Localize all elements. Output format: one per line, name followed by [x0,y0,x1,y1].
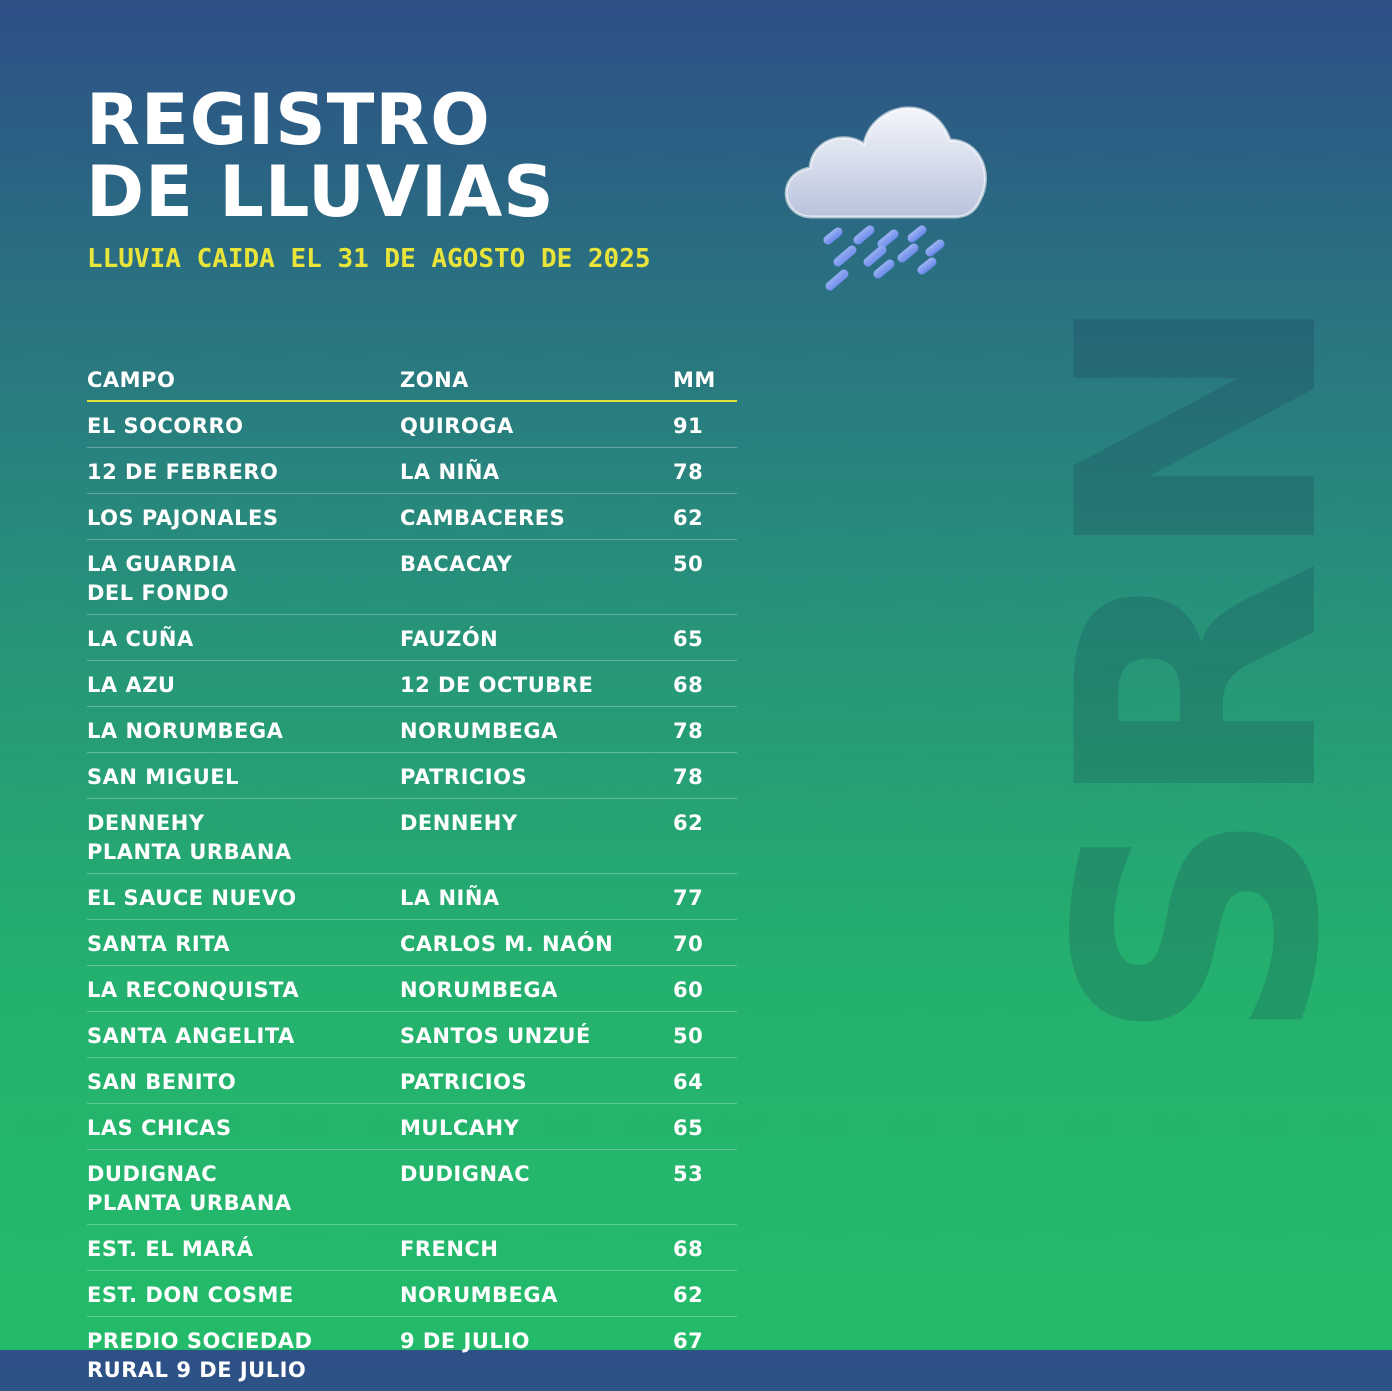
cell-mm: 53 [673,1162,704,1186]
cell-zona: DENNEHY [400,811,518,835]
cell-campo: LA NORUMBEGA [87,719,284,743]
cell-mm: 67 [673,1329,704,1353]
page-title [86,79,555,233]
table-row [87,615,737,661]
cell-campo: LA AZU [87,673,176,697]
table-body [87,402,737,1391]
table-row [87,1225,737,1271]
cell-campo: SAN MIGUEL [87,765,239,789]
cell-mm: 91 [673,414,704,438]
cell-zona: SANTOS UNZUÉ [400,1024,591,1048]
cell-zona: NORUMBEGA [400,978,558,1002]
table-row [87,966,737,1012]
cell-mm: 78 [673,765,704,789]
cell-campo: DUDIGNAC PLANTA URBANA [87,1162,292,1215]
cell-campo: EL SAUCE NUEVO [87,886,297,910]
table-row [87,753,737,799]
title-line-1: REGISTRO [86,79,491,161]
cell-mm: 78 [673,719,704,743]
cell-campo: EST. DON COSME [87,1283,294,1307]
cell-campo: LAS CHICAS [87,1116,232,1140]
cell-zona: NORUMBEGA [400,1283,558,1307]
cell-mm: 70 [673,932,704,956]
table-row [87,874,737,920]
cell-campo: SANTA ANGELITA [87,1024,295,1048]
cell-mm: 50 [673,552,704,576]
cell-zona: CAMBACERES [400,506,566,530]
column-header-campo: CAMPO [87,368,176,392]
cell-mm: 62 [673,811,704,835]
table-row [87,402,737,448]
table-row [87,1012,737,1058]
cell-campo: LOS PAJONALES [87,506,279,530]
cell-mm: 68 [673,673,704,697]
rainfall-table [87,360,737,1391]
column-header-zona: ZONA [400,368,469,392]
date-subtitle: LLUVIA CAIDA EL 31 DE AGOSTO DE 2025 [87,244,651,274]
cell-mm: 50 [673,1024,704,1048]
rain-cloud-icon [772,82,1002,302]
column-header-mm: MM [673,368,716,392]
cell-campo: SANTA RITA [87,932,231,956]
cell-mm: 65 [673,627,704,651]
title-line-2: DE LLUVIAS [86,151,555,233]
cell-zona: MULCAHY [400,1116,520,1140]
cell-campo: SAN BENITO [87,1070,237,1094]
cell-mm: 62 [673,1283,704,1307]
cell-mm: 64 [673,1070,704,1094]
cell-zona: LA NIÑA [400,886,500,910]
cell-campo: DENNEHY PLANTA URBANA [87,811,292,864]
table-row [87,494,737,540]
cell-zona: CARLOS M. NAÓN [400,932,614,956]
table-row [87,707,737,753]
table-row [87,920,737,966]
table-row [87,540,737,615]
cell-zona: FRENCH [400,1237,499,1261]
cell-mm: 68 [673,1237,704,1261]
cell-mm: 78 [673,460,704,484]
cell-mm: 77 [673,886,704,910]
table-row [87,448,737,494]
table-row [87,799,737,874]
table-row [87,1058,737,1104]
cell-zona: NORUMBEGA [400,719,558,743]
cell-campo: 12 DE FEBRERO [87,460,279,484]
cell-zona: 12 DE OCTUBRE [400,673,594,697]
brand-watermark: SRN [1008,295,1392,1045]
table-row [87,1317,737,1391]
table-header [87,360,737,402]
cell-mm: 65 [673,1116,704,1140]
table-row [87,1271,737,1317]
cell-zona: QUIROGA [400,414,514,438]
table-row [87,661,737,707]
cell-zona: PATRICIOS [400,1070,528,1094]
cell-mm: 60 [673,978,704,1002]
cell-mm: 62 [673,506,704,530]
cell-zona: LA NIÑA [400,460,500,484]
cell-zona: 9 DE JULIO [400,1329,530,1353]
cell-zona: FAUZÓN [400,627,499,651]
cell-campo: EST. EL MARÁ [87,1237,254,1261]
cell-campo: EL SOCORRO [87,414,244,438]
table-row [87,1104,737,1150]
cell-campo: PREDIO SOCIEDAD RURAL 9 DE JULIO [87,1329,313,1382]
cell-zona: PATRICIOS [400,765,528,789]
cell-campo: LA RECONQUISTA [87,978,300,1002]
cell-zona: DUDIGNAC [400,1162,531,1186]
cell-campo: LA CUÑA [87,627,194,651]
cell-zona: BACACAY [400,552,513,576]
cell-campo: LA GUARDIA DEL FONDO [87,552,237,605]
table-row [87,1150,737,1225]
